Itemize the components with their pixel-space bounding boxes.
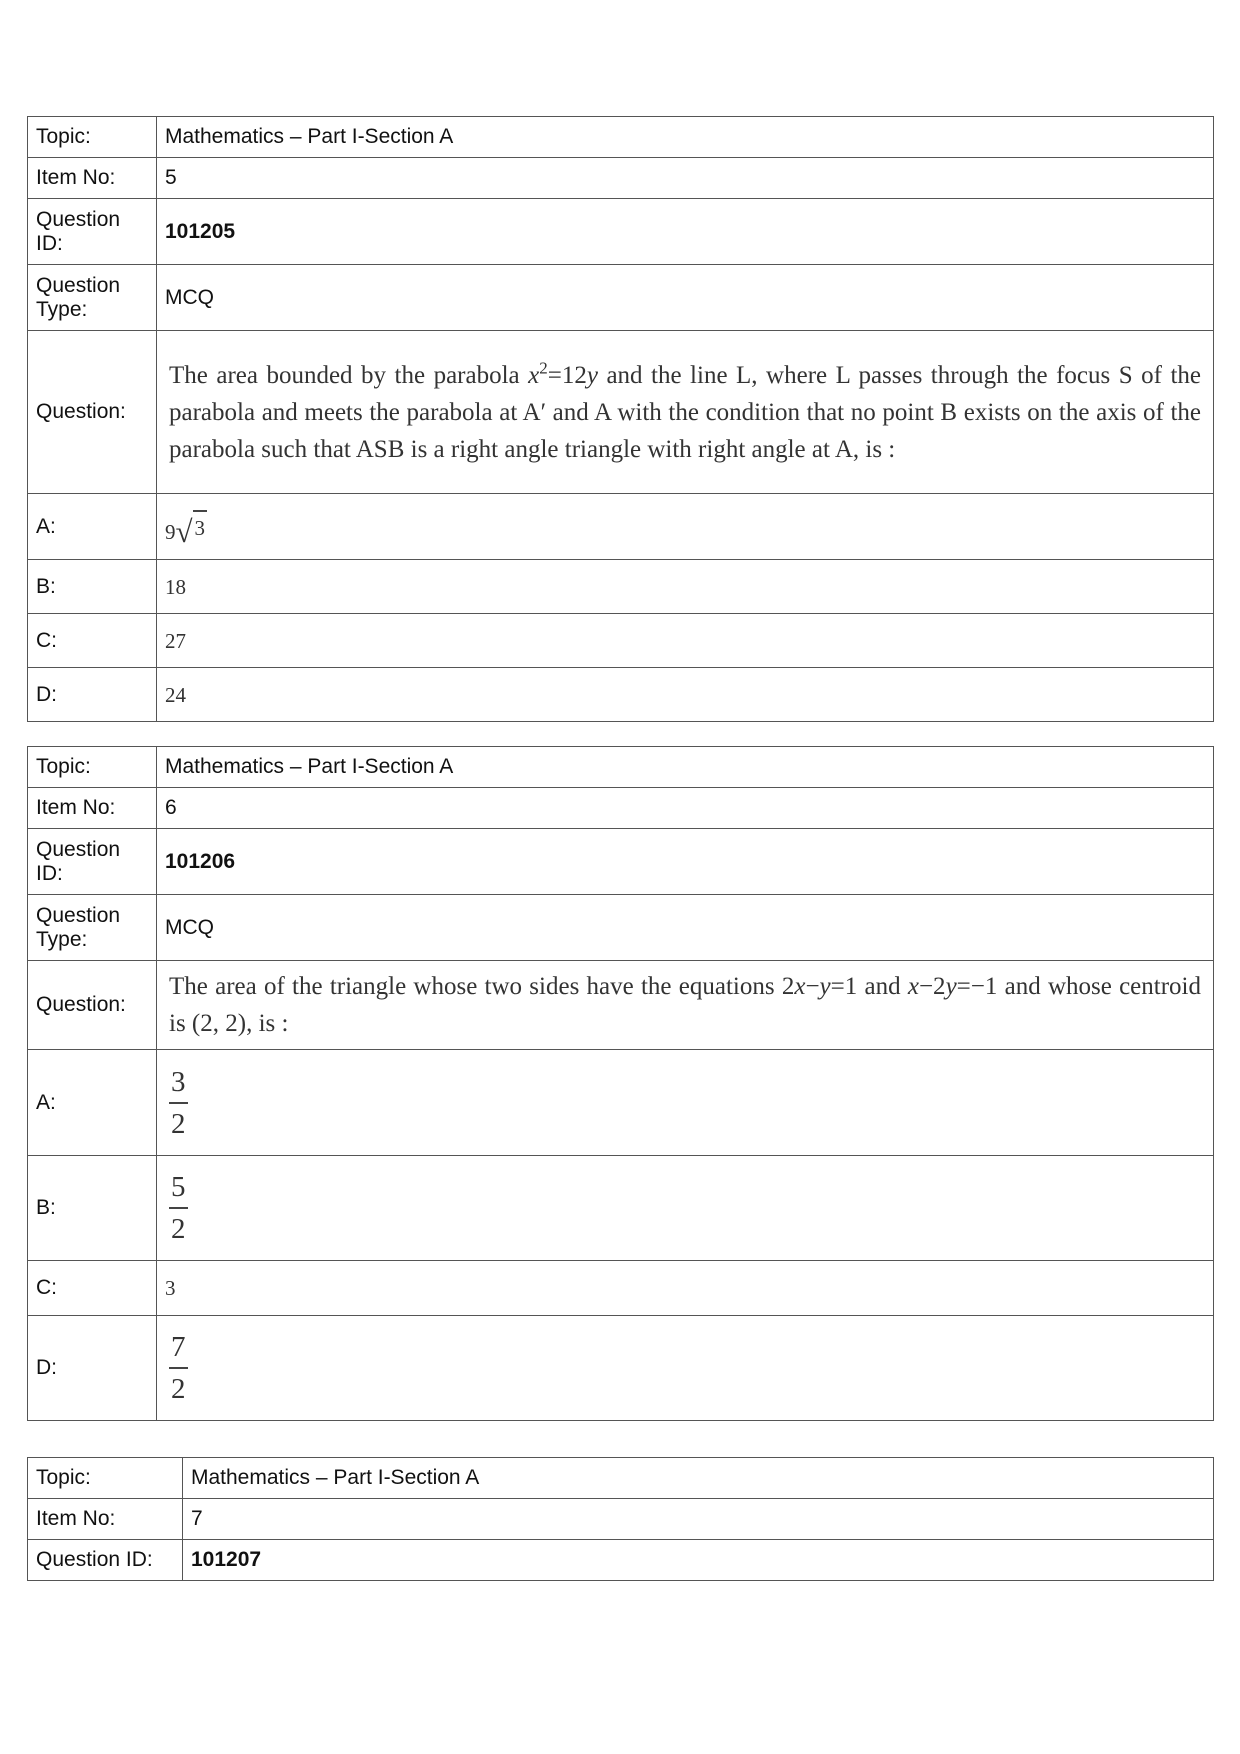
item-no-label: Item No: bbox=[28, 158, 157, 199]
topic-row bbox=[28, 1458, 1214, 1499]
fraction-numerator: 3 bbox=[169, 1065, 188, 1104]
question-id-row bbox=[28, 1540, 1214, 1581]
question-type-row bbox=[28, 265, 1214, 331]
q-var: x bbox=[528, 361, 540, 389]
question-id-value: 101205 bbox=[157, 199, 1214, 265]
sqrt-radicand: 3 bbox=[193, 510, 208, 544]
option-b-label: B: bbox=[28, 560, 157, 614]
item-no-row bbox=[28, 158, 1214, 199]
question-row bbox=[28, 331, 1214, 494]
q-part: The area of the triangle whose two sides have the equations 2 bbox=[169, 973, 795, 1000]
question-type-row bbox=[28, 895, 1214, 961]
question-label: Question: bbox=[28, 961, 157, 1050]
q-part: =1 and bbox=[830, 973, 908, 1000]
item-no-label: Item No: bbox=[28, 1499, 183, 1540]
topic-row bbox=[28, 117, 1214, 158]
topic-value: Mathematics – Part I-Section A bbox=[157, 117, 1214, 158]
question-id-label: Question ID: bbox=[28, 1540, 183, 1581]
question-id-label-line1: Question bbox=[36, 837, 121, 861]
option-a-value bbox=[157, 494, 1214, 560]
option-a-label: A: bbox=[28, 1050, 157, 1156]
q-part: =−1 and whose centroid is (2, 2), is : bbox=[169, 973, 1201, 1037]
question-label: Question: bbox=[28, 331, 157, 494]
fraction bbox=[169, 1170, 188, 1246]
question-id-label-line2: ID: bbox=[36, 861, 63, 885]
option-row-c bbox=[28, 1261, 1214, 1316]
topic-value: Mathematics – Part I-Section A bbox=[183, 1458, 1214, 1499]
option-row-a bbox=[28, 1050, 1214, 1156]
option-d-label: D: bbox=[28, 668, 157, 722]
option-c-label: C: bbox=[28, 1261, 157, 1316]
option-a-label: A: bbox=[28, 494, 157, 560]
item-no-row bbox=[28, 1499, 1214, 1540]
question-table-item-5 bbox=[27, 116, 1214, 722]
fraction-denominator: 2 bbox=[171, 1373, 186, 1405]
radical-sign-icon: √ bbox=[175, 513, 193, 549]
topic-value: Mathematics – Part I-Section A bbox=[157, 747, 1214, 788]
question-cell bbox=[157, 331, 1214, 494]
option-row-d bbox=[28, 1316, 1214, 1421]
question-type-value: MCQ bbox=[157, 265, 1214, 331]
fraction bbox=[169, 1330, 188, 1406]
fraction bbox=[169, 1065, 188, 1141]
item-no-value: 7 bbox=[183, 1499, 1214, 1540]
question-type-label-line1: Question bbox=[36, 273, 121, 297]
question-id-value: 101206 bbox=[157, 829, 1214, 895]
option-b-value bbox=[157, 1156, 1214, 1261]
question-id-label-line2: ID: bbox=[36, 231, 63, 255]
q-var: x bbox=[907, 973, 919, 1000]
q-var: x bbox=[794, 973, 806, 1000]
question-type-label bbox=[28, 895, 157, 961]
topic-label: Topic: bbox=[28, 747, 157, 788]
fraction-denominator: 2 bbox=[171, 1213, 186, 1245]
option-b-value: 18 bbox=[157, 560, 1214, 614]
question-text bbox=[165, 353, 1205, 472]
question-id-label bbox=[28, 199, 157, 265]
topic-row bbox=[28, 747, 1214, 788]
question-type-label-line1: Question bbox=[36, 903, 121, 927]
question-row bbox=[28, 961, 1214, 1050]
q-var: y bbox=[819, 973, 831, 1000]
q-part: and the line L, where L passes through the focus S of the parabola and meets the parabola at A′ and A with the condition that no point B exists on the axis of the parabola such that ASB is a right angle triangle with right angle at A, is : bbox=[169, 361, 1201, 463]
option-row-b bbox=[28, 560, 1214, 614]
item-no-row bbox=[28, 788, 1214, 829]
item-no-label: Item No: bbox=[28, 788, 157, 829]
item-no-value: 5 bbox=[157, 158, 1214, 199]
question-table-item-6 bbox=[27, 746, 1214, 1421]
option-row-b bbox=[28, 1156, 1214, 1261]
question-type-label bbox=[28, 265, 157, 331]
question-type-value: MCQ bbox=[157, 895, 1214, 961]
q-var: y bbox=[586, 361, 598, 389]
q-part: =12 bbox=[547, 361, 587, 389]
question-text bbox=[165, 964, 1205, 1046]
q-var: y bbox=[945, 973, 957, 1000]
question-type-label-line2: Type: bbox=[36, 927, 88, 951]
sqrt-coefficient: 9 bbox=[165, 519, 176, 544]
option-c-value: 27 bbox=[157, 614, 1214, 668]
question-id-label bbox=[28, 829, 157, 895]
item-no-value: 6 bbox=[157, 788, 1214, 829]
fraction-numerator: 7 bbox=[169, 1330, 188, 1369]
question-cell bbox=[157, 961, 1214, 1050]
q-part: −2 bbox=[918, 973, 946, 1000]
fraction-numerator: 5 bbox=[169, 1170, 188, 1209]
option-c-label: C: bbox=[28, 614, 157, 668]
q-part: − bbox=[805, 973, 820, 1000]
option-row-c bbox=[28, 614, 1214, 668]
option-d-value bbox=[157, 1316, 1214, 1421]
question-id-value: 101207 bbox=[183, 1540, 1214, 1581]
option-d-value: 24 bbox=[157, 668, 1214, 722]
q-part: The area bounded by the parabola bbox=[169, 361, 529, 389]
question-type-label-line2: Type: bbox=[36, 297, 88, 321]
topic-label: Topic: bbox=[28, 1458, 183, 1499]
sqrt-expression bbox=[165, 510, 207, 549]
topic-label: Topic: bbox=[28, 117, 157, 158]
option-c-value: 3 bbox=[157, 1261, 1214, 1316]
option-row-a bbox=[28, 494, 1214, 560]
option-a-value bbox=[157, 1050, 1214, 1156]
q-exponent: 2 bbox=[539, 358, 548, 378]
question-id-row bbox=[28, 199, 1214, 265]
option-d-label: D: bbox=[28, 1316, 157, 1421]
question-id-row bbox=[28, 829, 1214, 895]
option-b-label: B: bbox=[28, 1156, 157, 1261]
option-row-d bbox=[28, 668, 1214, 722]
fraction-denominator: 2 bbox=[171, 1107, 186, 1140]
question-id-label-line1: Question bbox=[36, 207, 121, 231]
question-table-item-7 bbox=[27, 1457, 1214, 1581]
